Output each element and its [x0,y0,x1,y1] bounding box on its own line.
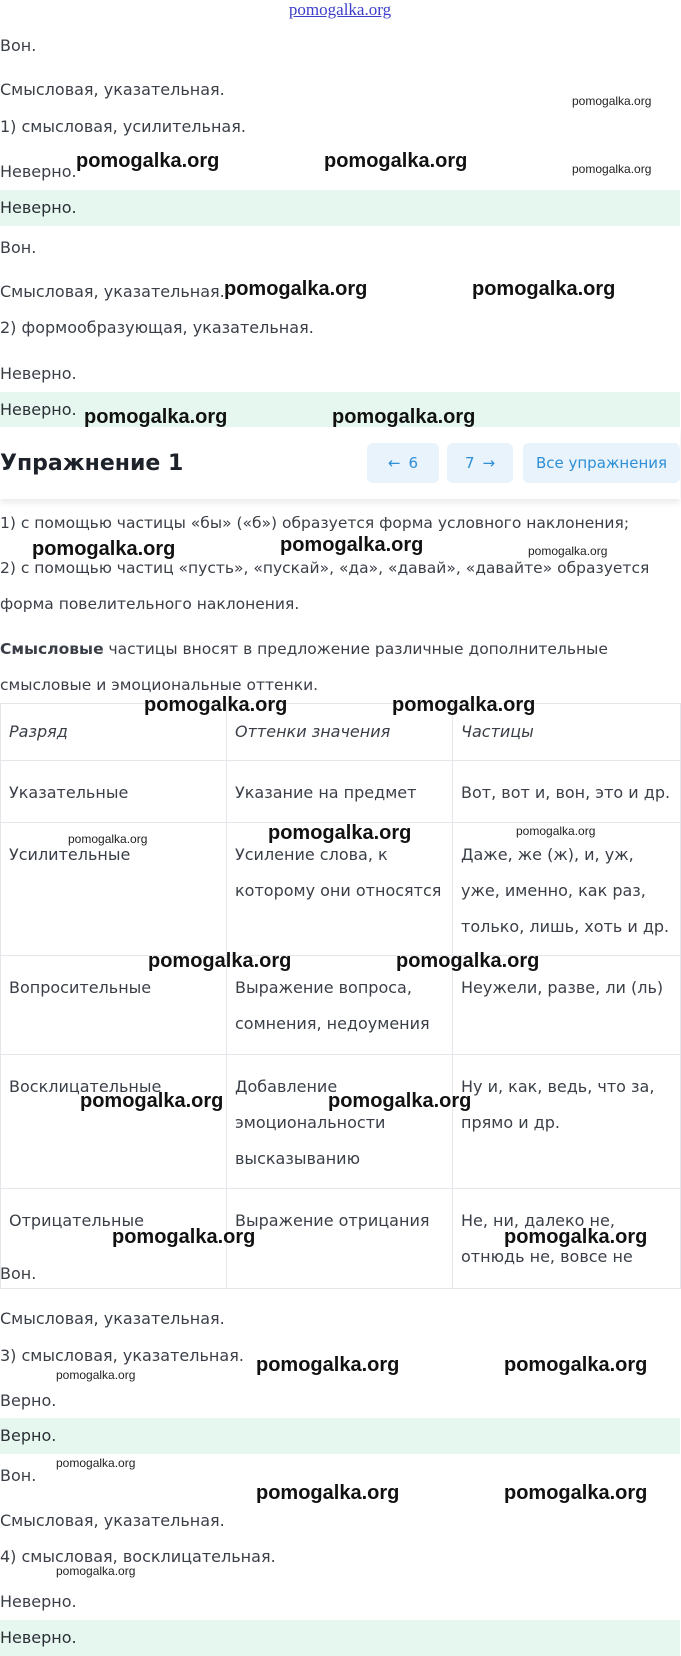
particles-table [0,703,681,1289]
table-cell: Выражение вопроса, сомнения, недоумения [227,956,453,1055]
table-cell: Усиление слова, к которому они относятся [227,823,453,956]
option-text: 1) смысловая, усилительная. [0,117,246,136]
table-cell: Не, ни, далеко не, отнюдь не, вовсе не [453,1189,681,1289]
result-band [0,1418,680,1454]
table-cell: Указательные [1,761,227,823]
verdict-text: Неверно. [0,364,77,383]
answer-text: Вон. [0,36,37,55]
next-exercise-button[interactable] [447,443,513,483]
table-header-cell: Разряд [1,704,227,761]
watermark: pomogalka.org [144,694,288,716]
next-exercise-label: 7 [464,454,475,472]
result-text: Неверно. [0,400,77,419]
theory-paragraph-2a: 2) с помощью частиц «пусть», «пускай», «да», «давай», «давайте» образуется [0,559,650,577]
prev-exercise-button[interactable] [367,443,439,483]
result-text: Верно. [0,1426,57,1445]
all-exercises-label: Все упражнения [535,454,668,472]
watermark: pomogalka.org [528,544,608,558]
theory-paragraph-3a [0,640,608,658]
table-cell: Добавление эмоциональности высказыванию [227,1055,453,1189]
watermark: pomogalka.org [32,538,176,560]
option-text: 4) смысловая, восклицательная. [0,1547,276,1566]
watermark-top[interactable]: pomogalka.org [288,0,392,19]
watermark: pomogalka.org [84,406,228,428]
all-exercises-button[interactable] [523,443,680,483]
type-text: Смысловая, указательная. [0,1309,225,1328]
result-band [0,190,680,226]
watermark: pomogalka.org [396,950,540,972]
watermark: pomogalka.org [80,1090,224,1112]
table-cell: Вот, вот и, вон, это и др. [453,761,681,823]
watermark: pomogalka.org [504,1226,648,1248]
table-cell: Усилительные [1,823,227,956]
table-cell: Ну и, как, ведь, что за, прямо и др. [453,1055,681,1189]
table-header-cell: Частицы [453,704,681,761]
type-text: Смысловая, указательная. [0,80,225,99]
table-header-row [1,704,681,761]
watermark: pomogalka.org [256,1354,400,1376]
watermark: pomogalka.org [504,1354,648,1376]
exercise-title: Упражнение 1 [0,451,184,476]
watermark: pomogalka.org [280,534,424,556]
watermark: pomogalka.org [56,1368,136,1382]
watermark: pomogalka.org [268,822,412,844]
answer-text: Вон. [0,1264,37,1283]
watermark: pomogalka.org [572,94,652,108]
watermark: pomogalka.org [76,150,220,172]
prev-exercise-label: 6 [408,454,419,472]
watermark: pomogalka.org [572,162,652,176]
watermark: pomogalka.org [148,950,292,972]
table-cell: Даже, же (ж), и, уж, уже, именно, как раз, только, лишь, хоть и др. [453,823,681,956]
table-row [1,956,681,1055]
verdict-text: Неверно. [0,162,77,181]
table-cell: Указание на предмет [227,761,453,823]
verdict-text: Верно. [0,1391,57,1410]
watermark: pomogalka.org [516,824,596,838]
watermark: pomogalka.org [332,406,476,428]
table-cell: Отрицательные [1,1189,227,1289]
theory-paragraph-3a-text: частицы вносят в предложение различные дополнительные [103,640,608,658]
theory-bold-term: Смысловые [0,640,104,658]
table-cell: Выражение отрицания [227,1189,453,1289]
theory-paragraph-3b: смысловые и эмоциональные оттенки. [0,676,319,694]
table-row [1,761,681,823]
table-cell: Неужели, разве, ли (ль) [453,956,681,1055]
watermark: pomogalka.org [256,1482,400,1504]
result-band [0,1620,680,1656]
arrow-left-icon: ← [387,454,401,472]
table-cell: Вопросительные [1,956,227,1055]
watermark: pomogalka.org [324,150,468,172]
result-text: Неверно. [0,198,77,217]
arrow-right-icon: → [482,454,496,472]
watermark: pomogalka.org [504,1482,648,1504]
watermark: pomogalka.org [56,1564,136,1578]
theory-paragraph-2b: форма повелительного наклонения. [0,595,300,613]
theory-paragraph-1: 1) с помощью частицы «бы» («б») образуется форма условного наклонения; [0,514,630,532]
answer-text: Вон. [0,1466,37,1485]
option-text: 2) формообразующая, указательная. [0,318,314,337]
exercise-nav-bar [0,427,680,499]
verdict-text: Неверно. [0,1592,77,1611]
watermark: pomogalka.org [56,1456,136,1470]
option-text: 3) смысловая, указательная. [0,1346,244,1365]
watermark: pomogalka.org [392,694,536,716]
watermark: pomogalka.org [68,832,148,846]
answer-text: Вон. [0,238,37,257]
watermark: pomogalka.org [328,1090,472,1112]
watermark: pomogalka.org [224,278,368,300]
table-row [1,1055,681,1189]
watermark: pomogalka.org [112,1226,256,1248]
particles-table-wrap [0,703,680,1266]
table-cell: Восклицательные [1,1055,227,1189]
type-text: Смысловая, указательная. [0,1511,225,1530]
watermark: pomogalka.org [472,278,616,300]
table-header-cell: Оттенки значения [227,704,453,761]
result-text: Неверно. [0,1628,77,1647]
type-text: Смысловая, указательная. [0,282,225,301]
